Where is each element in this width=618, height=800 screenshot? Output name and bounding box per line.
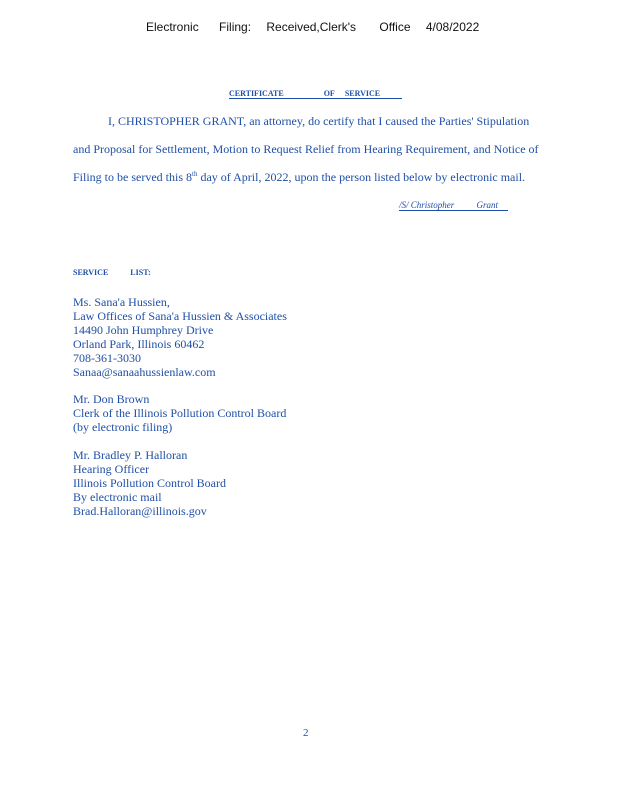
contact-line: (by electronic filing) [73,420,173,434]
service-heading-word: SERVICE [73,268,109,277]
certificate-title-word: OF [323,89,335,98]
contact-line: Ms. Sana'a Hussien, [73,295,170,309]
certificate-line-3 [73,170,525,185]
contact-block-hussien [73,295,287,379]
contact-line: Hearing Officer [73,462,150,476]
header-date: 4/08/2022 [425,20,480,34]
service-list-heading [73,268,151,277]
certificate-line-3-end: day of April, 2022, upon the person listed below by electronic mail. [197,170,526,184]
page-number: 2 [303,727,309,739]
certificate-line-3-start: Filing to be served this 8 [73,170,192,184]
signature-name: /S/ Christopher [399,200,455,210]
electronic-filing-header [146,20,479,34]
certificate-line-2: and Proposal for Settlement, Motion to Request Relief from Hearing Requirement, and Notice of [73,142,539,156]
contact-line: Mr. Don Brown [73,392,150,406]
certificate-title [229,89,402,99]
header-word-electronic: Electronic [146,20,199,34]
contact-block-brown [73,392,286,434]
contact-line: Law Offices of Sana'a Hussien & Associates [73,309,287,323]
contact-line: Orland Park, Illinois 60462 [73,337,205,351]
certificate-line-1: I, CHRISTOPHER GRANT, an attorney, do certify that I caused the Parties' Stipulation [108,114,530,128]
contact-line: Mr. Bradley P. Halloran [73,448,188,462]
contact-line: Illinois Pollution Control Board [73,476,227,490]
contact-email[interactable]: Brad.Halloran@illinois.gov [73,504,207,518]
contact-block-halloran [73,448,226,518]
service-heading-word: LIST: [130,268,151,277]
certificate-title-word: CERTIFICATE [229,89,284,98]
contact-line: 14490 John Humphrey Drive [73,323,214,337]
signature-surname: Grant [476,200,499,210]
header-word-received: Received,Clerk's [266,20,357,34]
ordinal-suffix: th [192,170,198,178]
contact-line: 708-361-3030 [73,351,141,365]
header-word-filing: Filing: [219,20,252,34]
certificate-title-word: SERVICE [344,89,381,98]
contact-line: Clerk of the Illinois Pollution Control Board [73,406,287,420]
contact-line: By electronic mail [73,490,162,504]
contact-email[interactable]: Sanaa@sanaahussienlaw.com [73,365,216,379]
signature [399,200,508,211]
header-word-office: Office [379,20,411,34]
